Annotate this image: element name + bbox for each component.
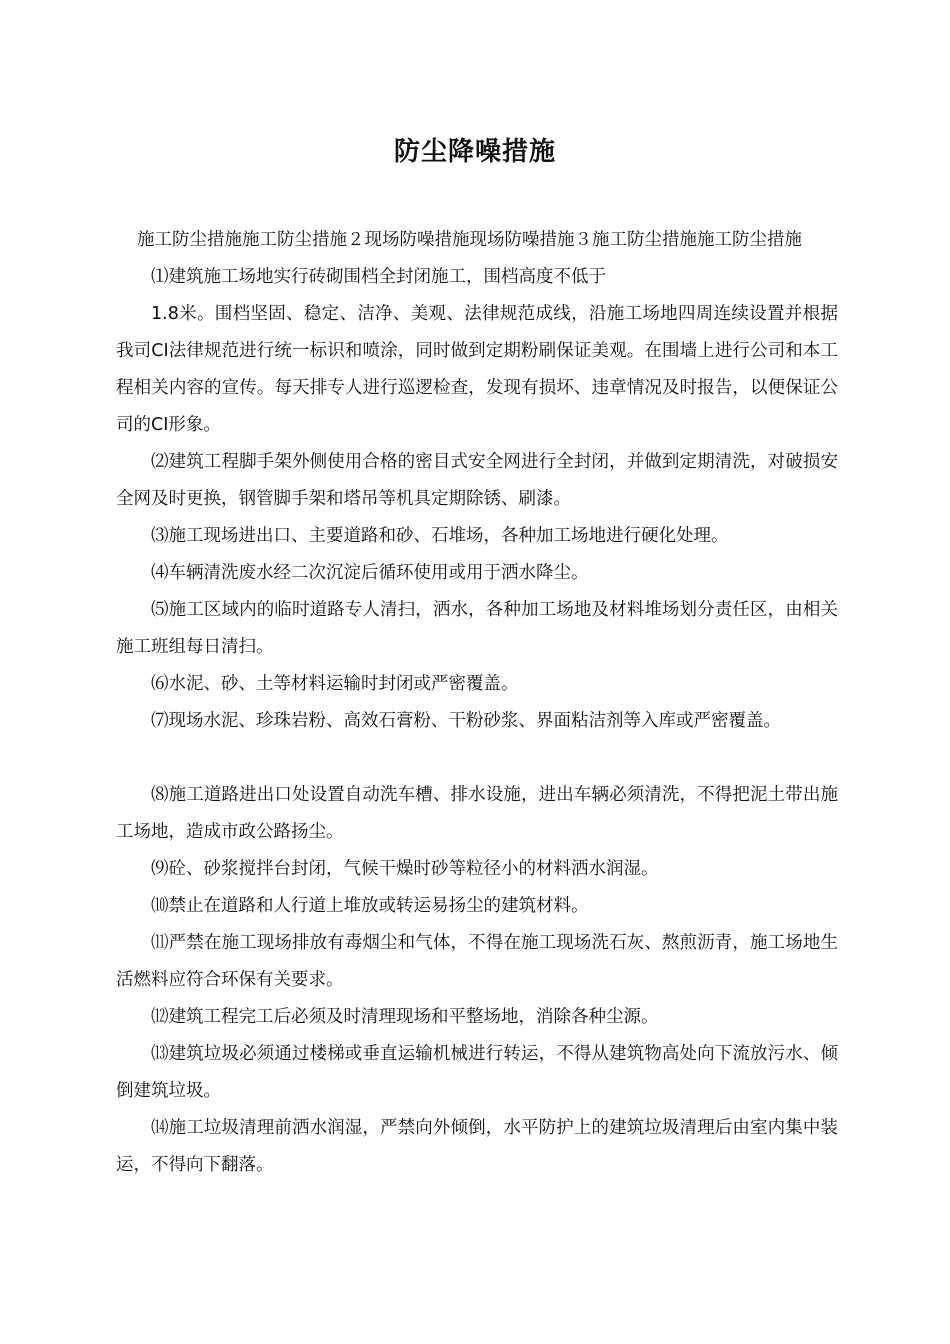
item-paragraph: ⑺现场水泥、珍珠岩粉、高效石膏粉、干粉砂浆、界面粘洁剂等入库或严密覆盖。 xyxy=(151,711,781,731)
item-paragraph: ⑷车辆清洗废水经二次沉淀后循环使用或用于洒水降尘。 xyxy=(151,563,589,583)
item-paragraph: ⑻施工道路进出口处设置自动洗车槽、排水设施，进出车辆必须清洗，不得把泥土带出施工场地，造成市政公路扬尘。 xyxy=(116,785,838,842)
item-paragraph: ⑵建筑工程脚手架外侧使用合格的密目式安全网进行全封闭，并做到定期清洗，对破损安全网及时更换，钢管脚手架和塔吊等机具定期除锈、刷漆。 xyxy=(116,452,838,509)
item-paragraph: ⒀建筑垃圾必须通过楼梯或垂直运输机械进行转运，不得从建筑物高处向下流放污水、倾倒建筑垃圾。 xyxy=(116,1044,838,1101)
item-paragraph: ⑴建筑施工场地实行砖砌围档全封闭施工，围档高度不低于 xyxy=(151,267,606,287)
intro-paragraph: 施工防尘措施施工防尘措施２现场防噪措施现场防噪措施３施工防尘措施施工防尘措施 xyxy=(137,230,802,250)
item-paragraph: 1.8米。围档坚固、稳定、洁净、美观、法律规范成线，沿施工场地四周连续设置并根据我司CI法律规范进行统一标识和喷涂，同时做到定期粉刷保证美观。在围墙上进行公司和本工程相关内容的宣传。每天排专人进行巡逻检查，发现有损坏、违章情况及时报告，以便保证公司的CI形象。 xyxy=(116,304,838,435)
blank-line xyxy=(116,740,838,777)
document-body xyxy=(116,222,838,1184)
item-paragraph: ⑹水泥、砂、土等材料运输时封闭或严密覆盖。 xyxy=(151,674,519,694)
item-paragraph: ⑼砼、砂浆搅拌台封闭，气候干燥时砂等粒径小的材料洒水润湿。 xyxy=(151,859,659,879)
item-paragraph: ⑿建筑工程完工后必须及时清理现场和平整场地，消除各种尘源。 xyxy=(151,1007,659,1027)
item-paragraph: ⑸施工区域内的临时道路专人清扫，洒水，各种加工场地及材料堆场划分责任区，由相关施工班组每日清扫。 xyxy=(116,600,838,657)
document-title: 防尘降噪措施 xyxy=(393,137,556,167)
item-paragraph: ⑶施工现场进出口、主要道路和砂、石堆场，各种加工场地进行硬化处理。 xyxy=(151,526,729,546)
item-paragraph: ⑾严禁在施工现场排放有毒烟尘和气体，不得在施工现场洗石灰、熬煎沥青，施工场地生活燃料应符合环保有关要求。 xyxy=(116,933,838,990)
item-paragraph: ⒁施工垃圾清理前洒水润湿，严禁向外倾倒，水平防护上的建筑垃圾清理后由室内集中装运，不得向下翻落。 xyxy=(116,1118,838,1175)
item-paragraph: ⑽禁止在道路和人行道上堆放或转运易扬尘的建筑材料。 xyxy=(151,896,589,916)
